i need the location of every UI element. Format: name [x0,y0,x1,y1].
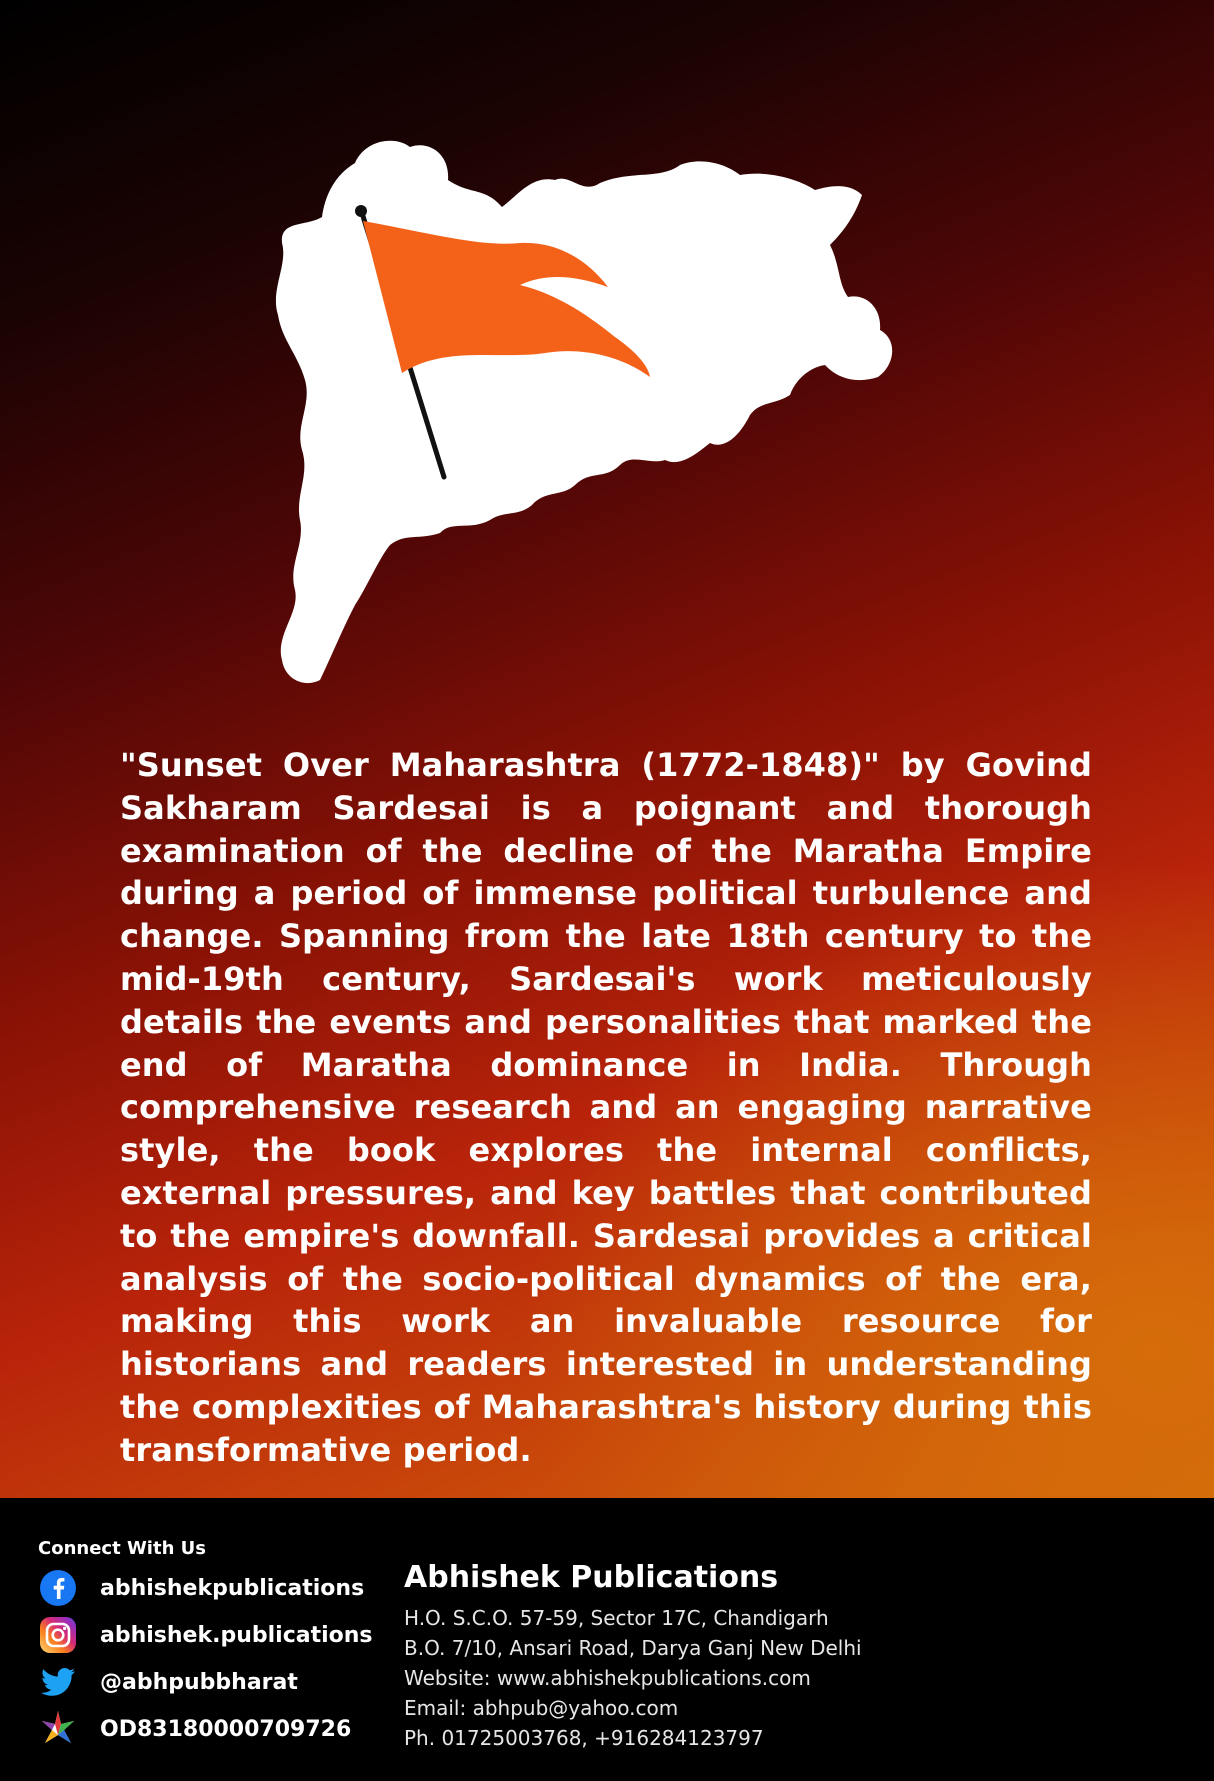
website-text[interactable]: Website: www.abhishekpublications.com [404,1666,811,1690]
twitter-icon [38,1662,78,1702]
branch-office-address: B.O. 7/10, Ansari Road, Darya Ganj New Delhi [404,1636,862,1660]
flag-pole-tip [355,205,367,217]
star-icon [38,1709,78,1749]
facebook-link[interactable] [38,1568,364,1608]
book-description: "Sunset Over Maharashtra (1772-1848)" by Govind Sakharam Sardesai is a poignant and thorough examination of the decline of the Maratha Empire during a period of immense political turbulence and change. Spanning from the late 18th century to the mid-19th century, Sardesai's work meticulously details the events and personalities that marked the end of Maratha dominance in India. Through comprehensive research and an engaging narrative style, the book explores the internal conflicts, external pressures, and key battles that contributed to the empire's downfall. Sardesai provides a critical analysis of the socio-political dynamics of the era, making this work an invaluable resource for historians and readers interested in understanding the complexities of Maharashtra's history during this transformative period. [120,746,1092,1469]
publisher-id-number: OD83180000709726 [100,1716,352,1742]
maharashtra-map-illustration [270,135,950,690]
publisher-id-row [38,1709,351,1749]
head-office-address: H.O. S.C.O. 57-59, Sector 17C, Chandigarh [404,1606,829,1630]
twitter-link[interactable] [38,1662,298,1702]
phone-numbers: Ph. 01725003768, +916284123797 [404,1726,764,1750]
publisher-footer [0,1498,1214,1781]
instagram-icon [38,1615,78,1655]
instagram-handle: abhishek.publications [100,1622,373,1648]
twitter-handle: @abhpubbharat [100,1669,298,1695]
facebook-icon [38,1568,78,1608]
email-text[interactable]: Email: abhpub@yahoo.com [404,1696,679,1720]
publisher-name: Abhishek Publications [404,1560,779,1595]
connect-with-us-heading: Connect With Us [38,1538,206,1559]
instagram-link[interactable] [38,1615,373,1655]
facebook-handle: abhishekpublications [100,1575,365,1601]
